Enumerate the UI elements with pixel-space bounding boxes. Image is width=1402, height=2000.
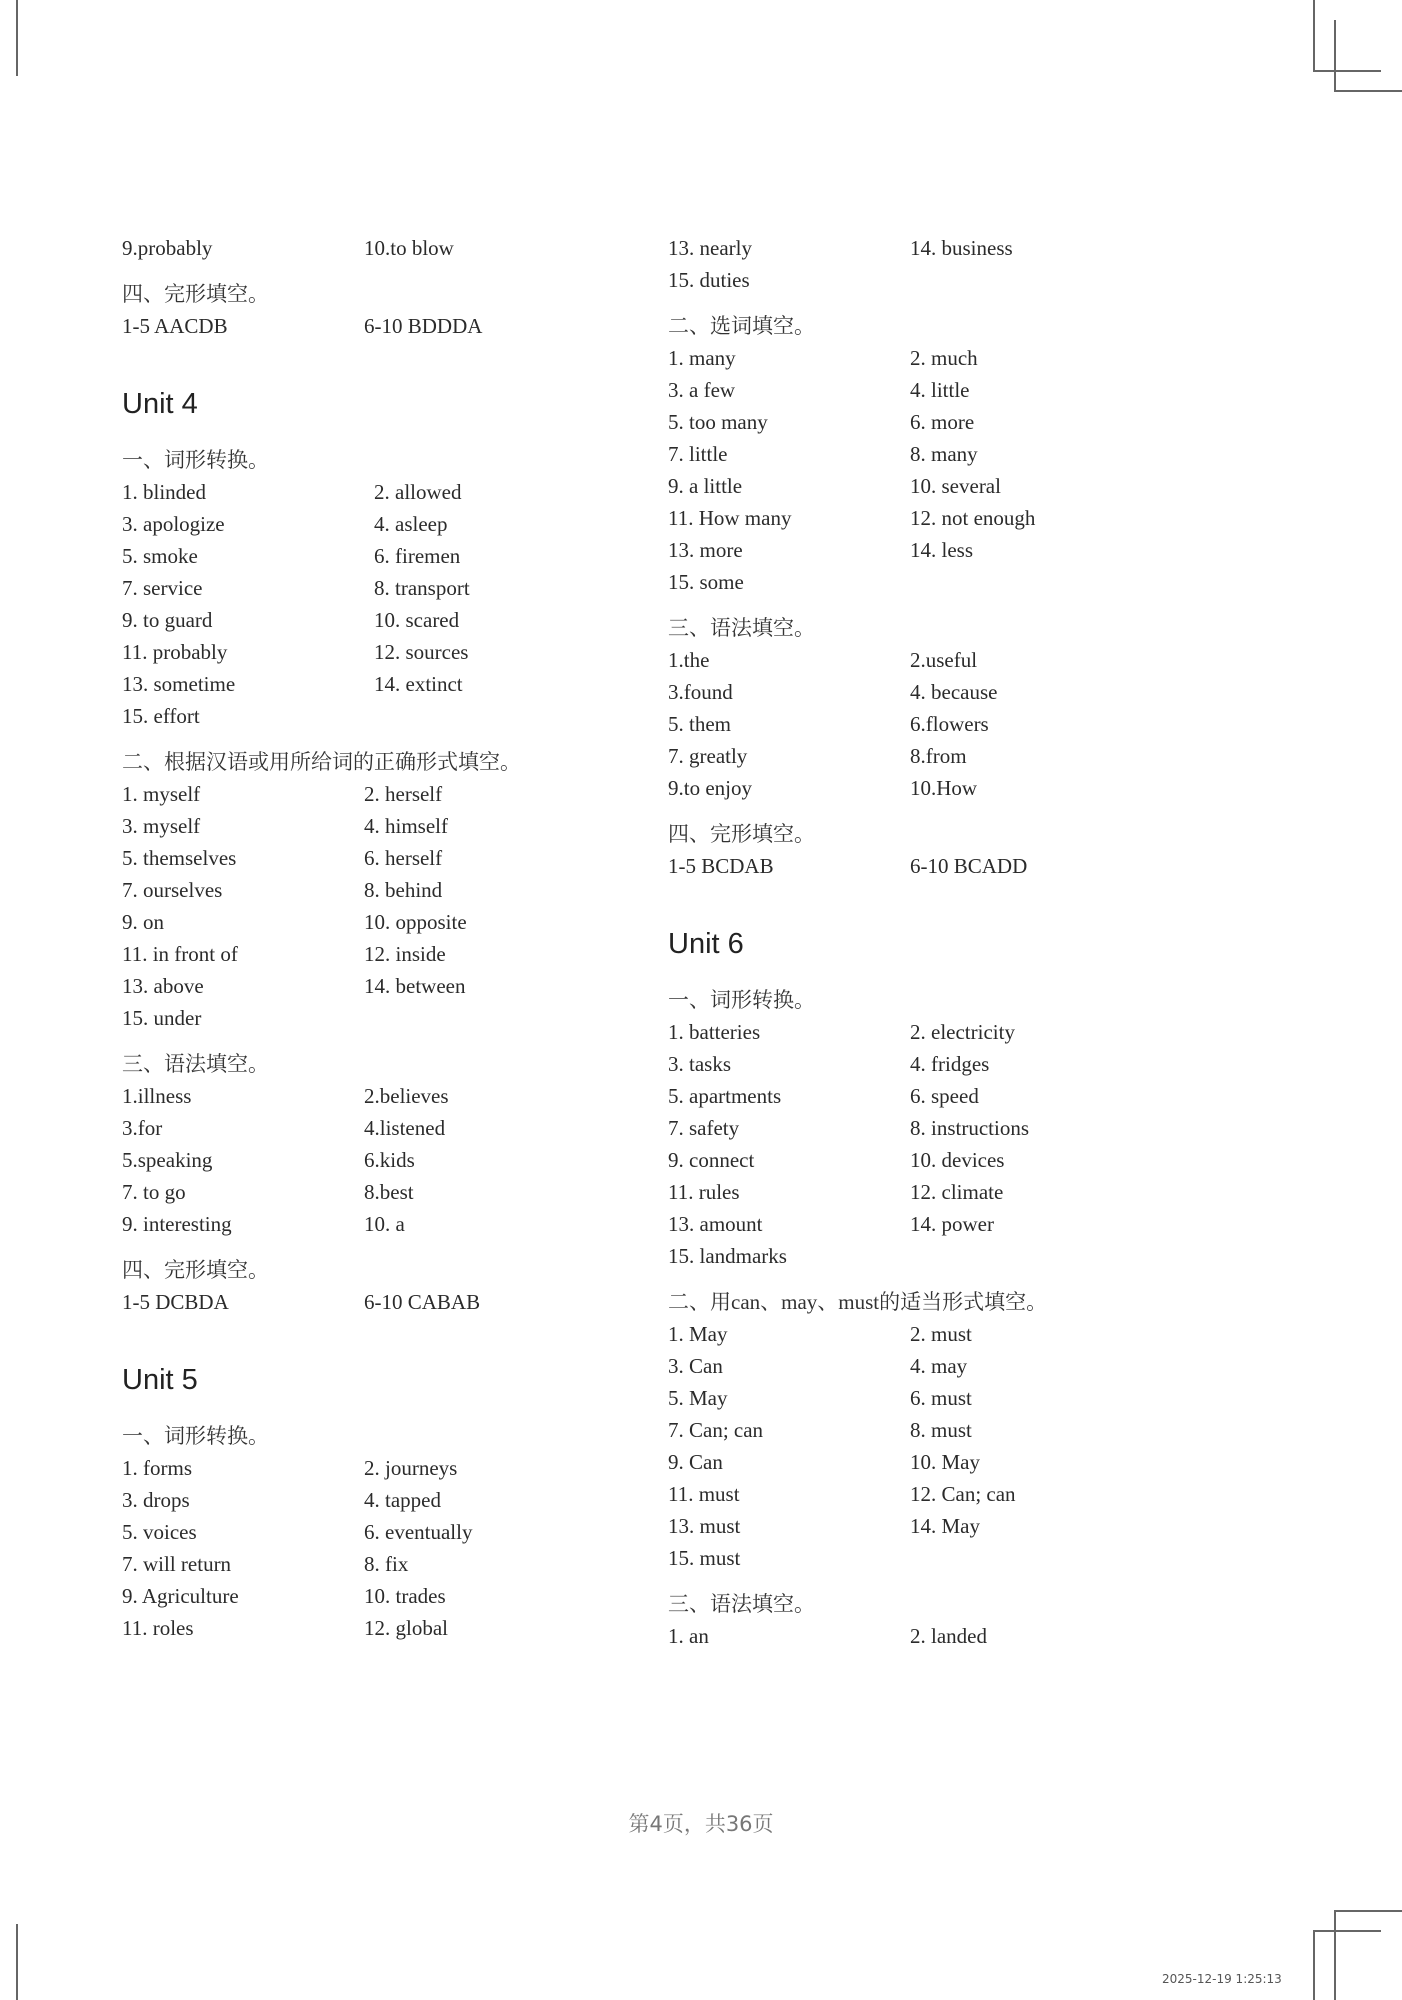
unit-title: Unit 5 — [122, 1364, 198, 1396]
answer-row — [668, 438, 1228, 470]
crop-mark-bottom-right-vertical — [1313, 1930, 1315, 2000]
crop-mark-top-right-vertical-inner — [1334, 20, 1336, 92]
answer-row — [122, 1452, 642, 1484]
answer-item: 4.listened — [364, 1116, 446, 1140]
answer-row — [668, 1414, 1228, 1446]
answer-item: 1-5 DCBDA — [122, 1290, 229, 1314]
answer-item: 7. safety — [668, 1116, 740, 1140]
answer-item: 7. little — [668, 442, 728, 466]
answer-row — [122, 700, 642, 732]
answer-row — [668, 644, 1228, 676]
answer-item: 11. must — [668, 1482, 740, 1506]
answer-item: 9.probably — [122, 236, 213, 260]
answer-item: 3. tasks — [668, 1052, 731, 1076]
answer-item: 7. greatly — [668, 744, 748, 768]
answer-row — [668, 676, 1228, 708]
answer-item: 12. sources — [374, 640, 469, 664]
answer-item: 6.flowers — [910, 712, 989, 736]
section-heading: 四、完形填空。 — [122, 1258, 269, 1282]
crop-mark-top-right-horizontal-inner — [1334, 90, 1402, 92]
answer-item: 3. Can — [668, 1354, 723, 1378]
answer-item: 8. many — [910, 442, 978, 466]
answer-item: 8. instructions — [910, 1116, 1029, 1140]
section-heading: 三、语法填空。 — [668, 616, 815, 640]
answer-row — [668, 566, 1228, 598]
answer-row — [122, 842, 642, 874]
answer-item: 4. himself — [364, 814, 448, 838]
answer-item: 11. How many — [668, 506, 792, 530]
answer-row — [122, 1286, 642, 1318]
answer-item: 1-5 AACDB — [122, 314, 228, 338]
answer-row — [122, 1080, 642, 1112]
answer-row — [122, 1144, 642, 1176]
answer-item: 6-10 BCADD — [910, 854, 1028, 878]
answer-row — [668, 850, 1228, 882]
answer-row — [668, 1510, 1228, 1542]
answer-item: 7. will return — [122, 1552, 232, 1576]
answer-item: 1-5 BCDAB — [668, 854, 774, 878]
answer-item: 7. to go — [122, 1180, 186, 1204]
answer-row — [668, 502, 1228, 534]
answer-item: 8. fix — [364, 1552, 409, 1576]
section-heading: 四、完形填空。 — [668, 822, 815, 846]
answer-item: 10. trades — [364, 1584, 446, 1608]
answer-row — [122, 1548, 642, 1580]
answer-row — [668, 1144, 1228, 1176]
answer-row — [122, 1002, 642, 1034]
answer-row — [122, 970, 642, 1002]
section-heading: 一、词形转换。 — [122, 448, 269, 472]
answer-row — [668, 1478, 1228, 1510]
unit-title: Unit 4 — [122, 388, 198, 420]
answer-item: 15. under — [122, 1006, 202, 1030]
answer-item: 4. because — [910, 680, 998, 704]
answer-item: 5. voices — [122, 1520, 197, 1544]
answer-row — [122, 668, 642, 700]
answer-item: 2.believes — [364, 1084, 449, 1108]
section-heading: 三、语法填空。 — [122, 1052, 269, 1076]
answer-item: 4. may — [910, 1354, 968, 1378]
section-heading: 二、用can、may、must的适当形式填空。 — [668, 1290, 1048, 1314]
answer-item: 2. journeys — [364, 1456, 458, 1480]
answer-row — [668, 1112, 1228, 1144]
answer-item: 13. nearly — [668, 236, 752, 260]
answer-item: 2. landed — [910, 1624, 987, 1648]
answer-item: 4. asleep — [374, 512, 448, 536]
answer-row — [668, 470, 1228, 502]
answer-item: 14. May — [910, 1514, 980, 1538]
answer-item: 13. above — [122, 974, 204, 998]
answer-item: 1. batteries — [668, 1020, 761, 1044]
answer-item: 6. herself — [364, 846, 443, 870]
answer-item: 7. ourselves — [122, 878, 223, 902]
answer-item: 9. a little — [668, 474, 743, 498]
answer-item: 14. power — [910, 1212, 994, 1236]
answer-item: 1.illness — [122, 1084, 192, 1108]
section-heading: 一、词形转换。 — [122, 1424, 269, 1448]
answer-item: 2. electricity — [910, 1020, 1015, 1044]
answer-row — [668, 740, 1228, 772]
answer-row — [122, 1612, 642, 1644]
answer-item: 15. must — [668, 1546, 741, 1570]
page-number: 第4页，共36页 — [628, 1812, 774, 1836]
answer-item: 9. Can — [668, 1450, 723, 1474]
answer-item: 11. in front of — [122, 942, 238, 966]
answer-item: 12. not enough — [910, 506, 1036, 530]
answer-item: 4. tapped — [364, 1488, 441, 1512]
answer-item: 14. between — [364, 974, 466, 998]
answer-row — [122, 1208, 642, 1240]
answer-item: 9. connect — [668, 1148, 755, 1172]
answer-item: 13. amount — [668, 1212, 763, 1236]
answer-row — [668, 1016, 1228, 1048]
answer-item: 11. rules — [668, 1180, 740, 1204]
answer-row — [122, 572, 642, 604]
answer-item: 8.from — [910, 744, 967, 768]
answer-row — [122, 232, 642, 264]
answer-row — [122, 540, 642, 572]
answer-item: 12. Can; can — [910, 1482, 1016, 1506]
answer-item: 2. allowed — [374, 480, 462, 504]
answer-row — [668, 1620, 1228, 1652]
answer-row — [668, 1176, 1228, 1208]
answer-row — [122, 310, 642, 342]
answer-item: 6. speed — [910, 1084, 979, 1108]
answer-row — [122, 1580, 642, 1612]
answer-item: 7. service — [122, 576, 203, 600]
answer-row — [122, 874, 642, 906]
answer-item: 12. global — [364, 1616, 448, 1640]
answer-item: 9. interesting — [122, 1212, 232, 1236]
answer-item: 9. to guard — [122, 608, 213, 632]
answer-item: 6-10 BDDDA — [364, 314, 483, 338]
section-heading: 一、词形转换。 — [668, 988, 815, 1012]
print-timestamp: 2025-12-19 1:25:13 — [1162, 1972, 1282, 1986]
answer-item: 5. themselves — [122, 846, 237, 870]
answer-item: 6. firemen — [374, 544, 461, 568]
answer-item: 11. probably — [122, 640, 228, 664]
answer-item: 10. devices — [910, 1148, 1005, 1172]
section-heading: 二、根据汉语或用所给词的正确形式填空。 — [122, 750, 521, 774]
answer-row — [122, 1112, 642, 1144]
crop-mark-bottom-left — [16, 1924, 18, 2000]
answer-item: 10.to blow — [364, 236, 454, 260]
answer-row — [122, 810, 642, 842]
answer-item: 13. must — [668, 1514, 741, 1538]
answer-item: 3. apologize — [122, 512, 225, 536]
crop-mark-bottom-right-horizontal — [1334, 1910, 1402, 1912]
answer-item: 9. Agriculture — [122, 1584, 239, 1608]
answer-item: 5. too many — [668, 410, 768, 434]
answer-row — [668, 1382, 1228, 1414]
answer-row — [668, 264, 1228, 296]
answer-row — [668, 1080, 1228, 1112]
answer-row — [122, 1176, 642, 1208]
answer-row — [668, 342, 1228, 374]
answer-item: 11. roles — [122, 1616, 194, 1640]
answer-item: 13. more — [668, 538, 743, 562]
answer-row — [668, 406, 1228, 438]
answer-item: 10. May — [910, 1450, 980, 1474]
answer-row — [122, 778, 642, 810]
answer-row — [122, 1484, 642, 1516]
answer-item: 5.speaking — [122, 1148, 213, 1172]
answer-row — [668, 534, 1228, 566]
answer-item: 8. transport — [374, 576, 470, 600]
answer-item: 10. several — [910, 474, 1001, 498]
crop-mark-bottom-right-horizontal-inner — [1313, 1930, 1381, 1932]
answer-item: 1. many — [668, 346, 736, 370]
answer-item: 3. a few — [668, 378, 736, 402]
answer-item: 15. some — [668, 570, 744, 594]
answer-item: 3.for — [122, 1116, 163, 1140]
crop-mark-top-right-horizontal-outer — [1313, 70, 1381, 72]
answer-row — [668, 1240, 1228, 1272]
answer-row — [668, 1048, 1228, 1080]
answer-item: 13. sometime — [122, 672, 236, 696]
answer-item: 3. myself — [122, 814, 201, 838]
answer-item: 1. forms — [122, 1456, 192, 1480]
answer-item: 8.best — [364, 1180, 414, 1204]
answer-item: 8. behind — [364, 878, 443, 902]
crop-mark-bottom-right-vertical-inner — [1334, 1910, 1336, 2000]
answer-row — [122, 604, 642, 636]
answer-row — [668, 708, 1228, 740]
section-heading: 四、完形填空。 — [122, 282, 269, 306]
answer-item: 12. inside — [364, 942, 446, 966]
answer-row — [122, 1516, 642, 1548]
answer-item: 7. Can; can — [668, 1418, 764, 1442]
answer-item: 5. apartments — [668, 1084, 782, 1108]
answer-item: 14. less — [910, 538, 973, 562]
answer-item: 10. scared — [374, 608, 460, 632]
section-heading: 二、选词填空。 — [668, 314, 815, 338]
answer-item: 15. effort — [122, 704, 200, 728]
answer-row — [668, 772, 1228, 804]
answer-item: 5. May — [668, 1386, 728, 1410]
answer-item: 10.How — [910, 776, 978, 800]
answer-item: 3.found — [668, 680, 733, 704]
answer-row — [668, 1208, 1228, 1240]
answer-item: 6. eventually — [364, 1520, 473, 1544]
unit-title: Unit 6 — [668, 928, 744, 960]
answer-item: 10. a — [364, 1212, 405, 1236]
answer-column-left — [122, 232, 642, 1644]
answer-item: 2. much — [910, 346, 978, 370]
answer-column-right — [668, 232, 1228, 1652]
answer-row — [122, 636, 642, 668]
answer-item: 10. opposite — [364, 910, 467, 934]
answer-item: 2. herself — [364, 782, 443, 806]
answer-item: 14. business — [910, 236, 1013, 260]
answer-item: 6. more — [910, 410, 975, 434]
answer-item: 14. extinct — [374, 672, 463, 696]
answer-item: 6.kids — [364, 1148, 415, 1172]
answer-item: 9.to enjoy — [668, 776, 752, 800]
answer-row — [668, 1446, 1228, 1478]
answer-item: 9. on — [122, 910, 164, 934]
crop-mark-top-left — [16, 0, 18, 76]
answer-item: 1. an — [668, 1624, 709, 1648]
answer-row — [668, 232, 1228, 264]
answer-row — [668, 374, 1228, 406]
answer-row — [122, 938, 642, 970]
section-heading: 三、语法填空。 — [668, 1592, 815, 1616]
answer-item: 4. fridges — [910, 1052, 990, 1076]
answer-item: 3. drops — [122, 1488, 190, 1512]
answer-item: 15. landmarks — [668, 1244, 787, 1268]
answer-item: 2. must — [910, 1322, 972, 1346]
answer-item: 12. climate — [910, 1180, 1004, 1204]
answer-item: 1.the — [668, 648, 710, 672]
answer-row — [122, 508, 642, 540]
answer-item: 5. them — [668, 712, 731, 736]
crop-mark-top-right-vertical-outer — [1313, 0, 1315, 72]
answer-item: 6-10 CABAB — [364, 1290, 481, 1314]
answer-item: 4. little — [910, 378, 970, 402]
answer-row — [668, 1350, 1228, 1382]
answer-item: 1. blinded — [122, 480, 206, 504]
answer-row — [122, 906, 642, 938]
answer-item: 5. smoke — [122, 544, 198, 568]
answer-item: 6. must — [910, 1386, 972, 1410]
answer-item: 1. myself — [122, 782, 201, 806]
answer-row — [668, 1542, 1228, 1574]
answer-row — [668, 1318, 1228, 1350]
answer-item: 1. May — [668, 1322, 728, 1346]
answer-item: 8. must — [910, 1418, 972, 1442]
answer-item: 2.useful — [910, 648, 978, 672]
answer-row — [122, 476, 642, 508]
answer-item: 15. duties — [668, 268, 750, 292]
